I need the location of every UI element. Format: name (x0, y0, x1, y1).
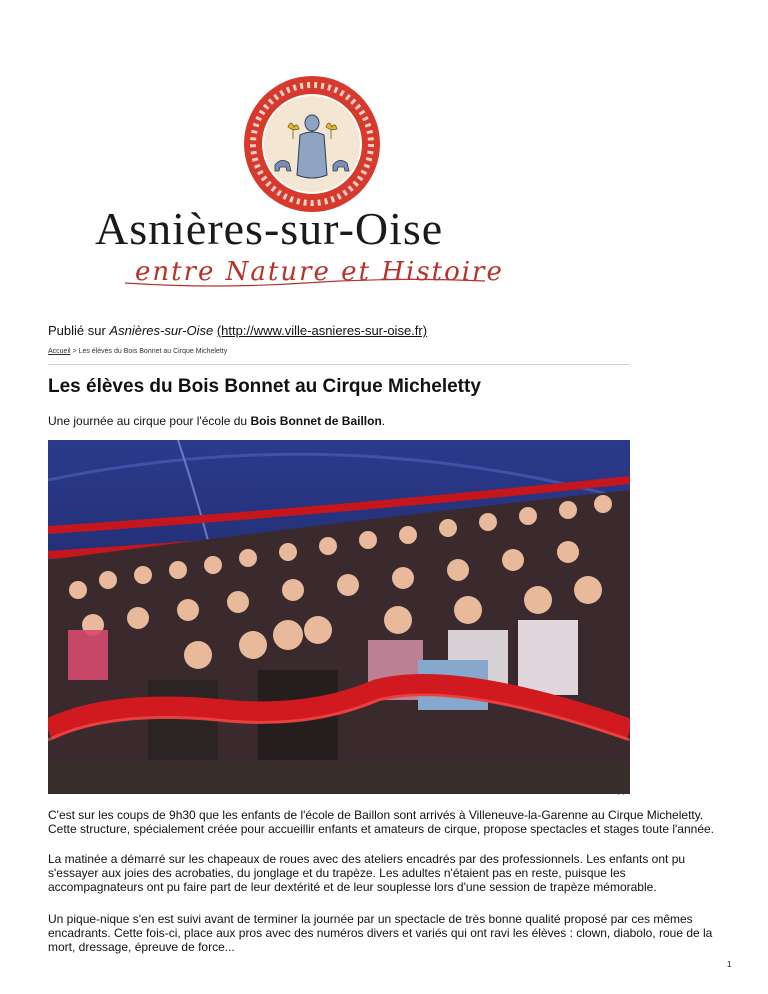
article-intro (48, 414, 385, 428)
breadcrumb-current: Les élèves du Bois Bonnet au Cirque Micheletty (78, 348, 228, 355)
site-wordmark: Asnières-sur-Oise (95, 203, 444, 254)
page-title: Les élèves du Bois Bonnet au Cirque Micheletty (48, 376, 481, 397)
article-paragraph: La matinée a démarré sur les chapeaux de roues avec des ateliers encadrés par des professionnels. Les enfants ont pu s'essayer aux joies des acrobaties, du jonglage et du trapèze. Les adultes n'étaient pas en reste, puisque les accompagnateurs ont pu faire part de leur dextérité et de leur souplesse lors d'une session de trapèze mémorable. (48, 852, 686, 894)
town-seal-logo (243, 75, 381, 213)
intro-text: Une journée au cirque pour l'école du (48, 414, 251, 428)
breadcrumb-separator: > (70, 348, 79, 355)
site-logo (0, 0, 768, 300)
published-prefix: Publié sur (48, 323, 110, 338)
tagline-swash (125, 275, 485, 289)
circus-audience-photo (48, 440, 630, 794)
article-paragraph: Un pique-nique s'en est suivi avant de terminer la journée par un spectacle de très bonne qualité proposé par ces mêmes encadrants. Cette fois-ci, place aux pros avec des numéros divers et variés qui ont ravi les élèves : clown, diabolo, roue de la mort, dressage, épreuve de force... (48, 912, 713, 954)
published-site-name: Asnières-sur-Oise (109, 323, 214, 338)
photo-footnote: [1] (617, 788, 625, 795)
breadcrumb (48, 348, 227, 355)
published-url-link[interactable]: (http://www.ville-asnieres-sur-oise.fr) (216, 323, 428, 338)
divider (48, 364, 630, 365)
site-tagline (135, 255, 505, 289)
intro-suffix: . (381, 414, 386, 428)
photo-illustration (48, 440, 630, 794)
intro-school-name: Bois Bonnet de Baillon (250, 414, 382, 428)
breadcrumb-home-link[interactable]: Accueil (48, 348, 71, 355)
site-tagline-text: entre Nature et Histoire (135, 257, 504, 287)
published-line (48, 323, 427, 338)
article-paragraph: C'est sur les coups de 9h30 que les enfants de l'école de Baillon sont arrivés à Villeneuve-la-Garenne au Cirque Micheletty. Cette structure, spécialement créée pour accueillir enfants et amateurs de cirque, propose spectacles et stages toute l'année. (48, 808, 714, 836)
page-number: 1 (727, 960, 732, 969)
